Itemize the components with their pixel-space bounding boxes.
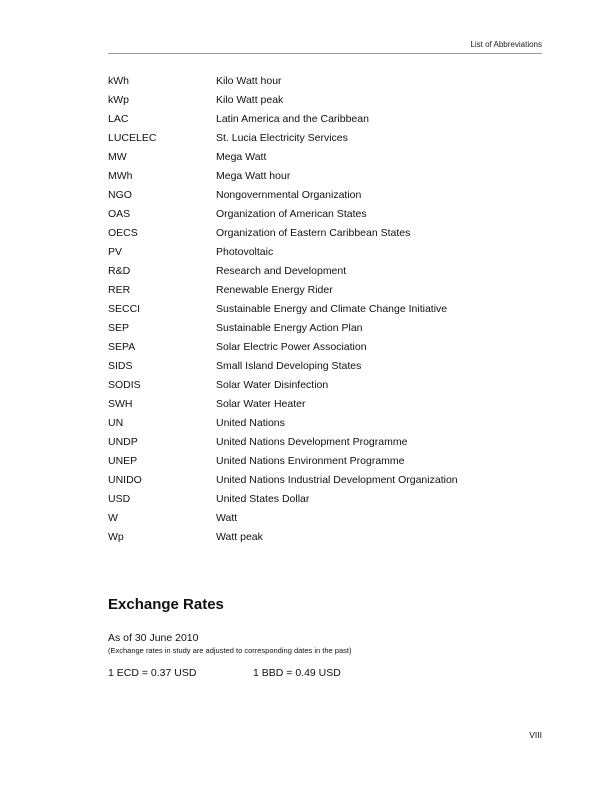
abbreviation-definition: Renewable Energy Rider — [216, 283, 333, 296]
abbreviation-term: OAS — [108, 207, 131, 220]
abbreviation-definition: United Nations Industrial Development Organization — [216, 473, 458, 486]
abbreviation-row — [108, 451, 548, 470]
abbreviation-term: SEPA — [108, 340, 136, 353]
abbreviation-term: NGO — [108, 188, 132, 201]
abbreviation-term: SECCI — [108, 302, 141, 315]
abbreviation-term: UNIDO — [108, 473, 142, 486]
abbreviation-definition: United Nations — [216, 416, 285, 429]
abbreviation-term: LAC — [108, 112, 129, 125]
abbreviation-row — [108, 508, 548, 527]
abbreviation-row — [108, 128, 548, 147]
abbreviation-term: SWH — [108, 397, 133, 410]
abbreviation-row — [108, 375, 548, 394]
abbreviation-definition: Latin America and the Caribbean — [216, 112, 369, 125]
abbreviation-term: OECS — [108, 226, 138, 239]
abbreviation-row — [108, 71, 548, 90]
exchange-rate-ecd: 1 ECD = 0.37 USD — [108, 667, 197, 679]
abbreviation-definition: Solar Water Disinfection — [216, 378, 329, 391]
abbreviation-term: MW — [108, 150, 127, 163]
abbreviation-term: UNEP — [108, 454, 138, 467]
exchange-note: (Exchange rates in study are adjusted to corresponding dates in the past) — [108, 646, 352, 655]
running-header: List of Abbreviations — [470, 40, 542, 49]
abbreviation-term: USD — [108, 492, 131, 505]
abbreviation-row — [108, 432, 548, 451]
abbreviation-row — [108, 337, 548, 356]
abbreviation-term: RER — [108, 283, 131, 296]
abbreviation-row — [108, 489, 548, 508]
abbreviation-definition: Mega Watt — [216, 150, 267, 163]
exchange-as-of-date: As of 30 June 2010 — [108, 632, 199, 644]
abbreviation-definition: Organization of American States — [216, 207, 367, 220]
abbreviation-term: W — [108, 511, 118, 524]
abbreviation-definition: Watt peak — [216, 530, 263, 543]
exchange-rate-bbd: 1 BBD = 0.49 USD — [253, 667, 341, 679]
abbreviation-row — [108, 185, 548, 204]
abbreviation-row — [108, 394, 548, 413]
abbreviation-term: kWh — [108, 74, 129, 87]
abbreviation-definition: Organization of Eastern Caribbean States — [216, 226, 411, 239]
abbreviation-row — [108, 413, 548, 432]
abbreviation-term: kWp — [108, 93, 129, 106]
abbreviation-definition: Watt — [216, 511, 238, 524]
abbreviation-definition: St. Lucia Electricity Services — [216, 131, 348, 144]
abbreviation-list — [108, 71, 548, 546]
exchange-rates-heading: Exchange Rates — [108, 596, 224, 613]
abbreviation-row — [108, 280, 548, 299]
header-divider — [108, 53, 542, 54]
abbreviation-row — [108, 356, 548, 375]
abbreviation-term: LUCELEC — [108, 131, 157, 144]
abbreviation-row — [108, 242, 548, 261]
abbreviation-row — [108, 223, 548, 242]
abbreviation-term: SODIS — [108, 378, 141, 391]
abbreviation-term: R&D — [108, 264, 131, 277]
abbreviation-row — [108, 527, 548, 546]
abbreviation-row — [108, 318, 548, 337]
abbreviation-definition: United States Dollar — [216, 492, 310, 505]
abbreviation-row — [108, 204, 548, 223]
abbreviation-definition: Kilo Watt hour — [216, 74, 282, 87]
abbreviation-row — [108, 166, 548, 185]
abbreviation-row — [108, 109, 548, 128]
abbreviation-term: SIDS — [108, 359, 133, 372]
abbreviation-definition: Small Island Developing States — [216, 359, 362, 372]
abbreviation-term: SEP — [108, 321, 130, 334]
abbreviation-definition: United Nations Environment Programme — [216, 454, 405, 467]
abbreviation-definition: Sustainable Energy Action Plan — [216, 321, 363, 334]
abbreviation-definition: Sustainable Energy and Climate Change Initiative — [216, 302, 448, 315]
abbreviation-row — [108, 147, 548, 166]
abbreviation-term: PV — [108, 245, 123, 258]
abbreviation-row — [108, 470, 548, 489]
abbreviation-row — [108, 90, 548, 109]
abbreviation-definition: Photovoltaic — [216, 245, 274, 258]
abbreviation-definition: Solar Electric Power Association — [216, 340, 367, 353]
abbreviation-definition: United Nations Development Programme — [216, 435, 408, 448]
page-number: VIII — [529, 730, 542, 740]
abbreviation-term: Wp — [108, 530, 124, 543]
abbreviation-definition: Mega Watt hour — [216, 169, 291, 182]
abbreviation-definition: Research and Development — [216, 264, 347, 277]
abbreviation-definition: Kilo Watt peak — [216, 93, 284, 106]
abbreviation-definition: Solar Water Heater — [216, 397, 306, 410]
abbreviation-definition: Nongovernmental Organization — [216, 188, 362, 201]
abbreviation-term: UNDP — [108, 435, 138, 448]
abbreviation-row — [108, 261, 548, 280]
abbreviation-term: MWh — [108, 169, 133, 182]
abbreviation-row — [108, 299, 548, 318]
abbreviation-term: UN — [108, 416, 124, 429]
